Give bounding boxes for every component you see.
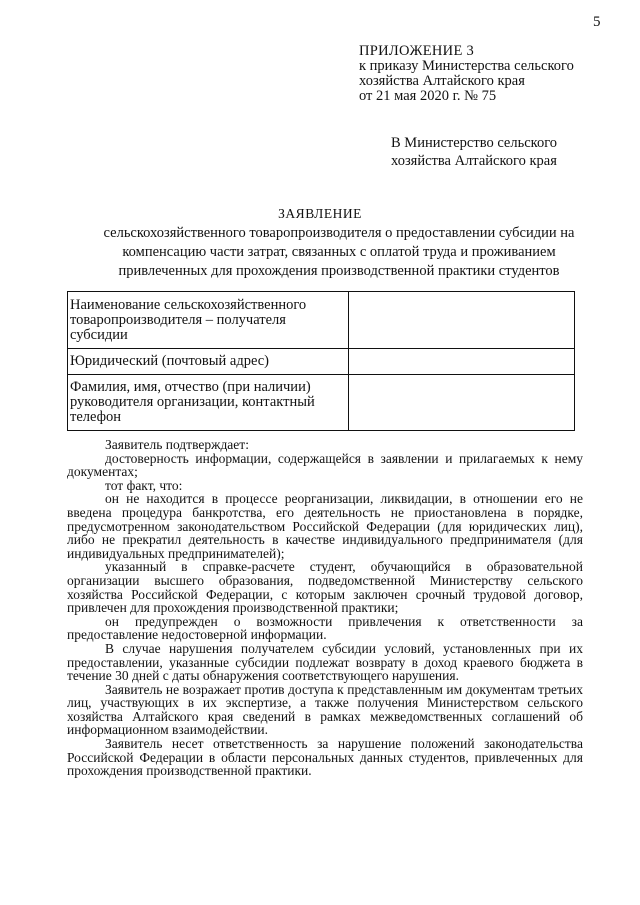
addressee-line: хозяйства Алтайского края — [391, 153, 557, 169]
paragraph: Заявитель несет ответственность за нарушение положений законодательства Российской Федерации в области персональных данных студентов, привлеченных для прохождения производственной практики. — [67, 736, 583, 779]
paragraph: указанный в справке-расчете студент, обучающийся в образовательной организации высшего образования, подведомственной Министерству сельского хозяйства Российской Федерации, с которым заключен срочный трудовой договор, привлечен для прохождения производственной практики; — [67, 559, 583, 616]
paragraph: Заявитель не возражает против доступа к представленным им документам третьих лиц, участвующих в их экспертизе, а также получения Министерством сельского хозяйства Алтайского края сведений в рамках межведомственных соглашений об информационном взаимодействии. — [67, 681, 583, 738]
row-label-address: Юридический (почтовый адрес) — [68, 349, 349, 375]
document-title: ЗАЯВЛЕНИЕ — [278, 206, 362, 221]
row-value-manager[interactable] — [349, 375, 575, 431]
document-subtitle: сельскохозяйственного товаропроизводителя о предоставлении субсидии на компенсацию части затрат, связанных с оплатой труда и проживанием привлеченных для прохождения производственной практики студентов — [103, 225, 575, 279]
appendix-line: от 21 мая 2020 г. № 75 — [359, 88, 497, 104]
paragraph: В случае нарушения получателем субсидии условий, установленных при их предоставлении, указанные субсидии подлежат возврату в доход краевого бюджета в течение 30 дней с даты обнаружения соответствующего нарушения. — [67, 640, 583, 684]
table-row — [68, 375, 575, 431]
paragraph: Заявитель подтверждает: — [105, 437, 249, 452]
appendix-line: к приказу Министерства сельского — [359, 58, 574, 74]
row-label-producer-name: Наименование сельскохозяйственного товаропроизводителя – получателя субсидии — [68, 292, 349, 349]
addressee-block — [391, 134, 557, 170]
table-row — [68, 292, 575, 349]
paragraph: достоверность информации, содержащейся в заявлении и прилагаемых к нему документах; — [67, 450, 583, 480]
appendix-title: ПРИЛОЖЕНИЕ 3 — [359, 43, 475, 59]
table-row — [68, 349, 575, 375]
addressee-line: В Министерство сельского — [391, 135, 558, 151]
row-label-manager: Фамилия, имя, отчество (при наличии) руководителя организации, контактный телефон — [68, 375, 349, 431]
statement-body — [67, 438, 583, 778]
applicant-info-table — [67, 291, 575, 431]
paragraph: он не находится в процессе реорганизации, ликвидации, в отношении его не введена процедура банкротства, его деятельность не приостановлена в порядке, предусмотренном законодательством Российской Федерации (для юридических лиц), либо не прекратил деятельность в качестве индивидуального предпринимателя (для индивидуальных предпринимателей); — [67, 491, 583, 561]
row-value-producer-name[interactable] — [349, 292, 575, 349]
appendix-line: хозяйства Алтайского края — [359, 73, 525, 89]
paragraph: тот факт, что: — [105, 477, 183, 493]
page-number: 5 — [593, 14, 601, 30]
paragraph: он предупрежден о возможности привлечения к ответственности за предоставление недостоверной информации. — [67, 613, 583, 643]
row-value-address[interactable] — [349, 349, 575, 375]
appendix-header — [359, 44, 574, 104]
